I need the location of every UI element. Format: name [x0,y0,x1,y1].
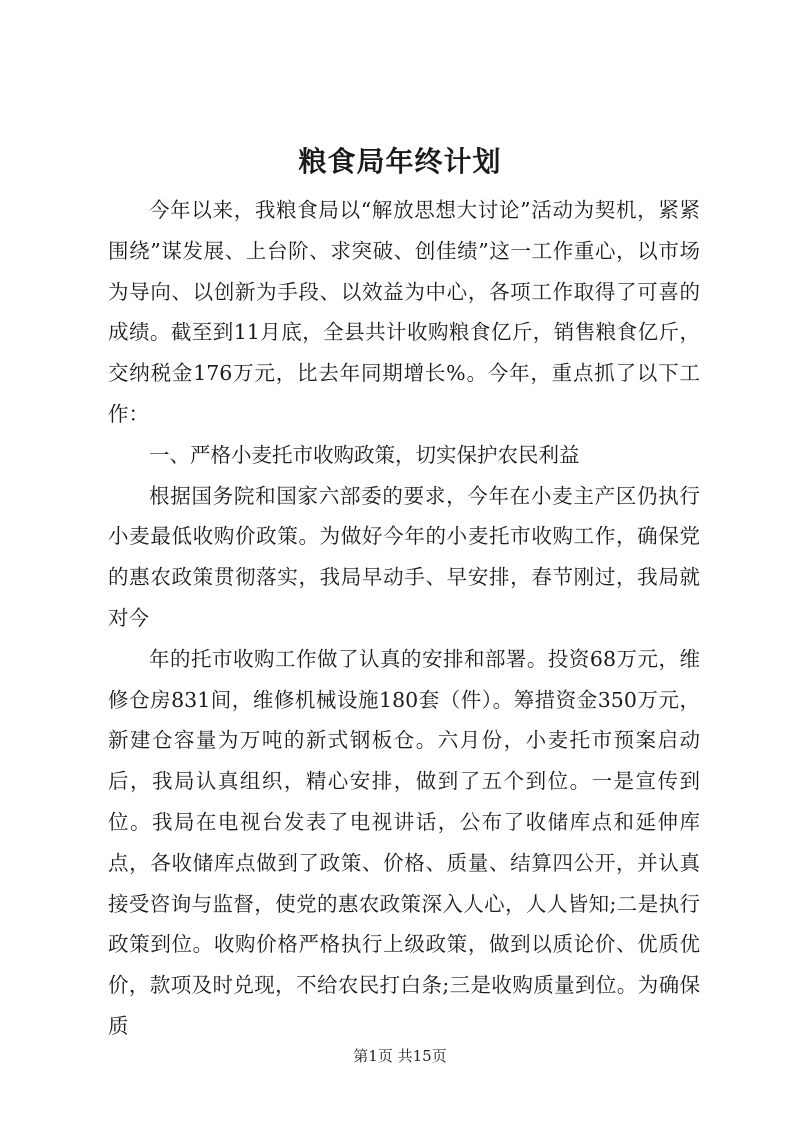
page-number-footer: 第1页 共15页 [353,1047,447,1065]
document-body [108,190,700,1047]
paragraph-intro: 今年以来，我粮食局以“解放思想大讨论”活动为契机，紧紧围绕”谋发展、上台阶、求突破、创佳绩”这一工作重心，以市场为导向、以创新为手段、以效益为中心，各项工作取得了可喜的成绩。截至到11月底，全县共计收购粮食亿斤，销售粮食亿斤，交纳税金176万元，比去年同期增长%。今年，重点抓了以下工作： [108,198,700,426]
section-heading-1: 一、严格小麦托市收购政策，切实保护农民利益 [149,442,580,467]
document-title: 粮食局年终计划 [298,145,502,178]
paragraph-policy: 根据国务院和国家六部委的要求，今年在小麦主产区仍执行小麦最低收购价政策。为做好今年的小麦托市收购工作，确保党的惠农政策贯彻落实，我局早动手、早安排，春节刚过，我局就对今 [108,483,700,630]
paragraph-arrangement: 年的托市收购工作做了认真的安排和部署。投资68万元，维修仓房831间，维修机械设施180套（件）。筹措资金350万元，新建仓容量为万吨的新式钢板仓。六月份，小麦托市预案启动后，我局认真组织，精心安排，做到了五个到位。一是宣传到位。我局在电视台发表了电视讲话，公布了收储库点和延伸库点，各收储库点做到了政策、价格、质量、结算四公开，并认真接受咨询与监督，使党的惠农政策深入人心，人人皆知;二是执行政策到位。收购价格严格执行上级政策，做到以质论价、优质优价，款项及时兑现，不给农民打白条;三是收购质量到位。为确保质 [108,646,700,1038]
